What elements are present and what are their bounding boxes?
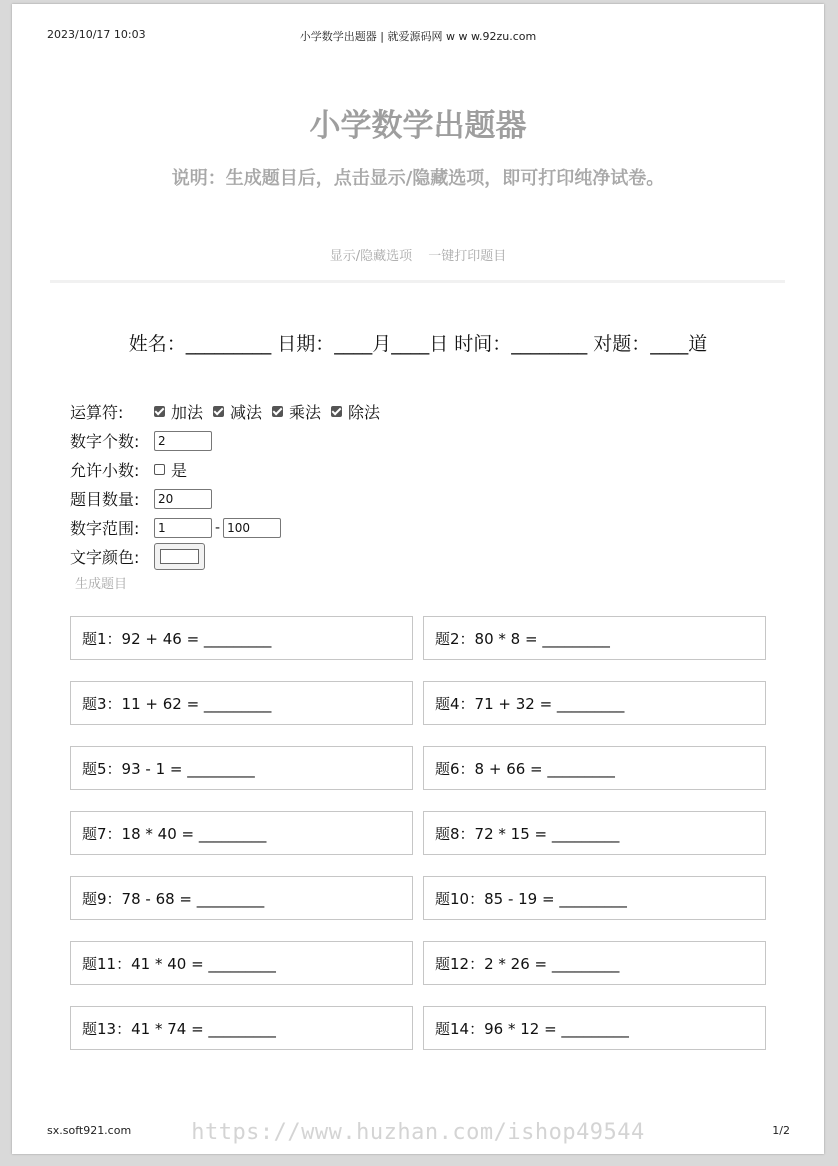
generate-button[interactable]: 生成题目 (75, 577, 128, 592)
question-item: 题10：85 - 19 = _________ (423, 876, 766, 920)
print-button[interactable]: 一键打印题目 (428, 249, 507, 264)
number-count-row (70, 426, 390, 455)
print-page (12, 4, 824, 1154)
question-item: 题8：72 * 15 = _________ (423, 811, 766, 855)
operator-label: 运算符: (70, 403, 124, 422)
question-item: 题9：78 - 68 = _________ (70, 876, 413, 920)
page-subtitle: 说明：生成题目后，点击显示/隐藏选项，即可打印纯净试卷。 (171, 168, 665, 189)
question-item: 题3：11 + 62 = _________ (70, 681, 413, 725)
text-color-label: 文字颜色: (70, 548, 140, 567)
operator-multiply-label: 乘法 (289, 403, 322, 422)
text-color-row (70, 542, 390, 571)
question-item: 题6：8 + 66 = _________ (423, 746, 766, 790)
question-item: 题11：41 * 40 = _________ (70, 941, 413, 985)
operator-divide-checkbox[interactable] (331, 406, 342, 417)
toggle-options-button[interactable]: 显示/隐藏选项 (329, 249, 413, 264)
question-count-input[interactable]: 20 (154, 489, 212, 509)
number-count-input[interactable]: 2 (154, 431, 212, 451)
question-count-label: 题目数量: (70, 490, 140, 509)
allow-decimal-row (70, 455, 390, 484)
print-header-title: 小学数学出题器 | 就爱源码网 w w w.92zu.com (299, 30, 537, 43)
question-count-row (70, 484, 390, 513)
question-item: 题2：80 * 8 = _________ (423, 616, 766, 660)
divider (50, 280, 785, 283)
operator-subtract-checkbox[interactable] (213, 406, 224, 417)
question-item: 题7：18 * 40 = _________ (70, 811, 413, 855)
question-item: 题13：41 * 74 = _________ (70, 1006, 413, 1050)
question-item: 题5：93 - 1 = _________ (70, 746, 413, 790)
range-min-input[interactable]: 1 (154, 518, 212, 538)
operator-add-label: 加法 (171, 403, 204, 422)
print-footer-url: sx.soft921.com (47, 1124, 132, 1137)
allow-decimal-label: 允许小数: (70, 461, 140, 480)
question-item: 题1：92 + 46 = _________ (70, 616, 413, 660)
number-count-label: 数字个数: (70, 432, 140, 451)
range-max-input[interactable]: 100 (223, 518, 281, 538)
options-panel (70, 397, 390, 592)
range-separator: - (215, 519, 221, 536)
operator-divide-label: 除法 (348, 403, 381, 422)
question-grid (70, 616, 766, 1050)
range-row (70, 513, 390, 542)
operator-row (70, 397, 390, 426)
question-item: 题14：96 * 12 = _________ (423, 1006, 766, 1050)
question-item: 题12：2 * 26 = _________ (423, 941, 766, 985)
allow-decimal-option-label: 是 (171, 461, 188, 480)
action-bar (12, 245, 824, 264)
question-item: 题4：71 + 32 = _________ (423, 681, 766, 725)
operator-add-checkbox[interactable] (154, 406, 165, 417)
print-datetime: 2023/10/17 10:03 (47, 28, 146, 41)
print-page-number: 1/2 (772, 1124, 790, 1137)
range-label: 数字范围: (70, 519, 140, 538)
allow-decimal-checkbox[interactable] (154, 464, 165, 475)
page-title: 小学数学出题器 (309, 108, 527, 144)
watermark: https://www.huzhan.com/ishop49544 (191, 1120, 645, 1145)
student-info-line: 姓名：_________ 日期：____月____日 时间：________ 对题：____道 (128, 333, 708, 355)
operator-multiply-checkbox[interactable] (272, 406, 283, 417)
operator-subtract-label: 减法 (230, 403, 263, 422)
text-color-picker[interactable] (154, 543, 205, 570)
